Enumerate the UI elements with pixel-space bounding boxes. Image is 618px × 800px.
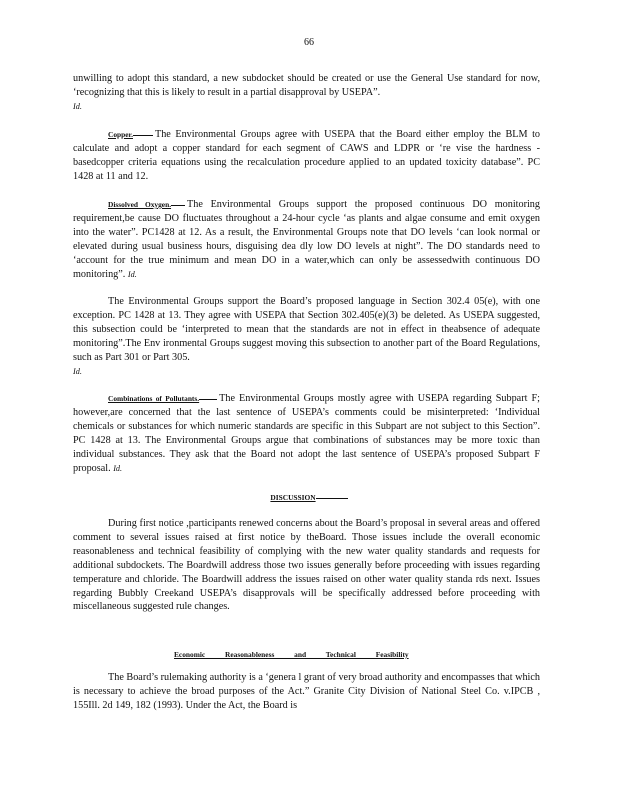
paragraph-rulemaking bbox=[73, 671, 540, 713]
citation-id: Id. bbox=[73, 101, 82, 111]
citation-id: Id. bbox=[113, 463, 123, 473]
page-number: 66 bbox=[304, 37, 314, 48]
paragraph-text: The Environmental Groups mostly agree with USEPA regarding Subpart F; however,are concerned that the last sentence of USEPA’s comments could be misinterpreted: ‘Individual chemicals or substances for which numeric standards are specific in this Subpart are not subject to this Section”. PC 1428 at 13. The Environmental Groups argue that combinations of substances may be more toxic than individual substances. They ask that the Board not adopt the last sentence of USEPA’s proposed Subpart F proposal. bbox=[73, 393, 540, 474]
discussion-heading-text: DISCUSSION bbox=[270, 493, 316, 502]
heading-underline bbox=[316, 498, 348, 499]
economic-reasonableness-heading: Economic Reasonableness and Technical Feasibility bbox=[174, 650, 409, 659]
paragraph-text: The Environmental Groups agree with USEPA that the Board either employ the BLM to calculate and adopt a copper standard for each segment of CAWS and LDPR or ‘re vise the hardness -basedcopper criteria equations using the recalculation procedure applied to an updated toxicity database”. PC 1428 at 11 and 12. bbox=[73, 129, 540, 182]
paragraph-combinations bbox=[73, 392, 540, 475]
paragraph-text: The Environmental Groups support the Board’s proposed language in Section 302.4 05(e), with one exception. PC 1428 at 13. They agree with USEPA that Section 302.405(e)(3) be deleted. As USEPA suggested, this subsection could be ‘interpreted to mean that the standards are not in effect in theabsence of adequate monitoring”.The Env ironmental Groups suggest moving this subsection to another part of the Board Regulations, such as Part 301 or Part 305. bbox=[73, 296, 540, 363]
heading-underline bbox=[171, 205, 185, 206]
dissolved-oxygen-heading: Dissolved Oxygen. bbox=[108, 200, 172, 209]
citation-id: Id. bbox=[127, 269, 137, 279]
combinations-heading: Combinations of Pollutants. bbox=[108, 394, 200, 403]
paragraph-dissolved-oxygen bbox=[73, 198, 540, 281]
paragraph-text: The Board’s rulemaking authority is a ‘genera l grant of very broad authority and encompasses that which is necessary to achieve the broad purposes of the Act.” Granite City Division of National Steel Co. v.IPCB , 155Ill. 2d 149, 182 (1993). Under the Act, the Board is bbox=[73, 672, 540, 711]
discussion-heading bbox=[0, 491, 618, 505]
paragraph-section-302 bbox=[73, 295, 540, 378]
paragraph-text: unwilling to adopt this standard, a new subdocket should be created or use the General Use standard for now, ‘recognizing that this is likely to result in a partial disapproval by USEPA”. bbox=[73, 73, 540, 98]
paragraph-copper bbox=[73, 128, 540, 184]
citation-id: Id. bbox=[73, 366, 82, 376]
paragraph-discussion bbox=[73, 517, 540, 614]
heading-underline bbox=[199, 399, 217, 400]
heading-underline bbox=[133, 135, 153, 136]
paragraph-text: During first notice ,participants renewed concerns about the Board’s proposal in several areas and offered comment to several issues raised at first notice by theBoard. Those issues include the overall economic reasonableness and technical feasibility of complying with the new water quality standards and requests for additional subdockets. The Boardwill address those two issues generally before proceeding with issues regarding temperature and chloride. The Boardwill address the issues raised on other water quality standa rds next. Issues regarding Bubbly Creekand USEPA’s disapprovals will be specifically addressed before proceeding with miscellaneous suggested rule changes. bbox=[73, 518, 540, 613]
paragraph-continuation bbox=[73, 72, 540, 114]
paragraph-text: The Environmental Groups support the proposed continuous DO monitoring requirement,be cause DO fluctuates throughout a 24-hour cycle ‘as plants and algae consume and emit oxygen into the water”. PC1428 at 12. As a result, the Environmental Groups note that DO levels ‘can look normal or elevated during usual business hours, disguising dea dly low DO levels at night”. The DO standards need to ‘account for the true minimum and mean DO in a water,which can only be assessedwith continuous DO monitoring”. bbox=[73, 199, 540, 280]
copper-heading: Copper. bbox=[108, 130, 133, 139]
